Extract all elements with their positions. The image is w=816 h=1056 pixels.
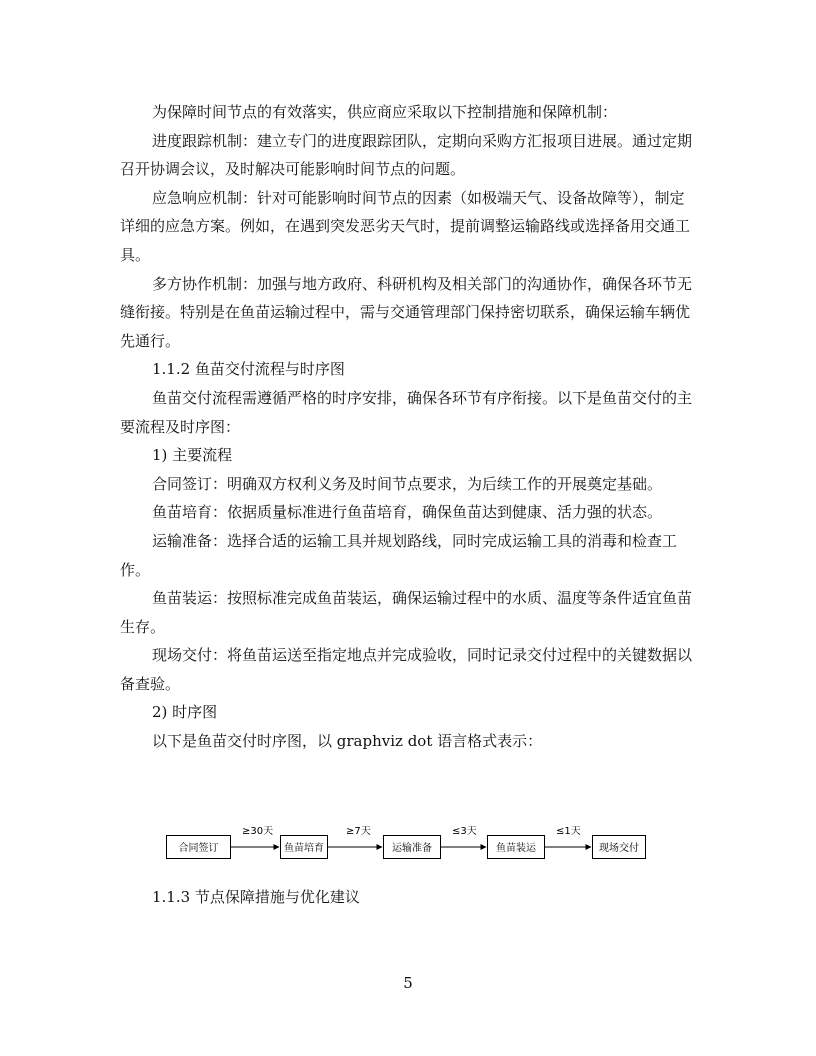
flow-node-label: 现场交付 — [599, 843, 639, 854]
flow-node-loading — [488, 836, 545, 859]
paragraph: 多方协作机制：加强与地方政府、科研机构及相关部门的沟通协作，确保各环节无缝衔接。特别是在鱼苗运输过程中，需与交通管理部门保持密切联系，确保运输车辆优先通行。 — [120, 274, 693, 350]
flow-node-label: 鱼苗培育 — [284, 843, 324, 854]
paragraph: 以下是鱼苗交付时序图，以 graphviz dot 语言格式表示： — [152, 732, 543, 751]
paragraph: 鱼苗培育：依据质量标准进行鱼苗培育，确保鱼苗达到健康、活力强的状态。 — [152, 503, 663, 522]
flow-edge-label: ≤1天 — [556, 826, 581, 837]
flow-edge — [441, 826, 486, 847]
paragraph: 进度跟踪机制：建立专门的进度跟踪团队，定期向采购方汇报项目进展。通过定期召开协调会议，及时解决可能影响时间节点的问题。 — [120, 131, 693, 179]
paragraph: 运输准备：选择合适的运输工具并规划路线，同时完成运输工具的消毒和检查工作。 — [120, 531, 678, 579]
flow-node-label: 合同签订 — [178, 843, 219, 854]
delivery-flow-diagram — [166, 826, 646, 860]
paragraph: 鱼苗交付流程需遵循严格的时序安排，确保各环节有序衔接。以下是鱼苗交付的主要流程及时序图： — [120, 388, 693, 436]
flow-edge — [231, 826, 279, 847]
flow-node-contract — [167, 836, 231, 859]
paragraph: 鱼苗装运：按照标准完成鱼苗装运，确保运输过程中的水质、温度等条件适宜鱼苗生存。 — [120, 589, 693, 636]
flow-edge-label: ≥7天 — [346, 826, 371, 837]
page-number: 5 — [403, 974, 413, 992]
paragraph: 为保障时间节点的有效落实，供应商应采取以下控制措施和保障机制： — [152, 103, 618, 121]
subheading: 1) 主要流程 — [152, 446, 233, 465]
flow-edge-label: ≥30天 — [242, 826, 274, 837]
flow-node-delivery — [593, 836, 646, 859]
paragraph: 合同签订：明确双方权利义务及时间节点要求，为后续工作的开展奠定基础。 — [152, 474, 663, 493]
flow-edge-label: ≤3天 — [452, 826, 477, 837]
subheading: 2) 时序图 — [152, 703, 218, 722]
flow-edge — [545, 826, 591, 847]
section-heading-1-1-3: 1.1.3 节点保障措施与优化建议 — [152, 888, 360, 906]
flow-node-cultivation — [281, 836, 328, 859]
paragraph: 应急响应机制：针对可能影响时间节点的因素（如极端天气、设备故障等），制定详细的应急方案。例如，在遇到突发恶劣天气时，提前调整运输路线或选择备用交通工具。 — [120, 188, 691, 264]
section-heading: 1.1.2 鱼苗交付流程与时序图 — [152, 360, 345, 379]
paragraph: 现场交付：将鱼苗运送至指定地点并完成验收，同时记录交付过程中的关键数据以备查验。 — [120, 646, 693, 693]
document-body — [120, 98, 696, 756]
flow-edge — [328, 826, 382, 847]
flow-node-label: 运输准备 — [392, 843, 432, 854]
flow-node-transport-prep — [384, 836, 441, 859]
flow-node-label: 鱼苗装运 — [496, 843, 536, 854]
